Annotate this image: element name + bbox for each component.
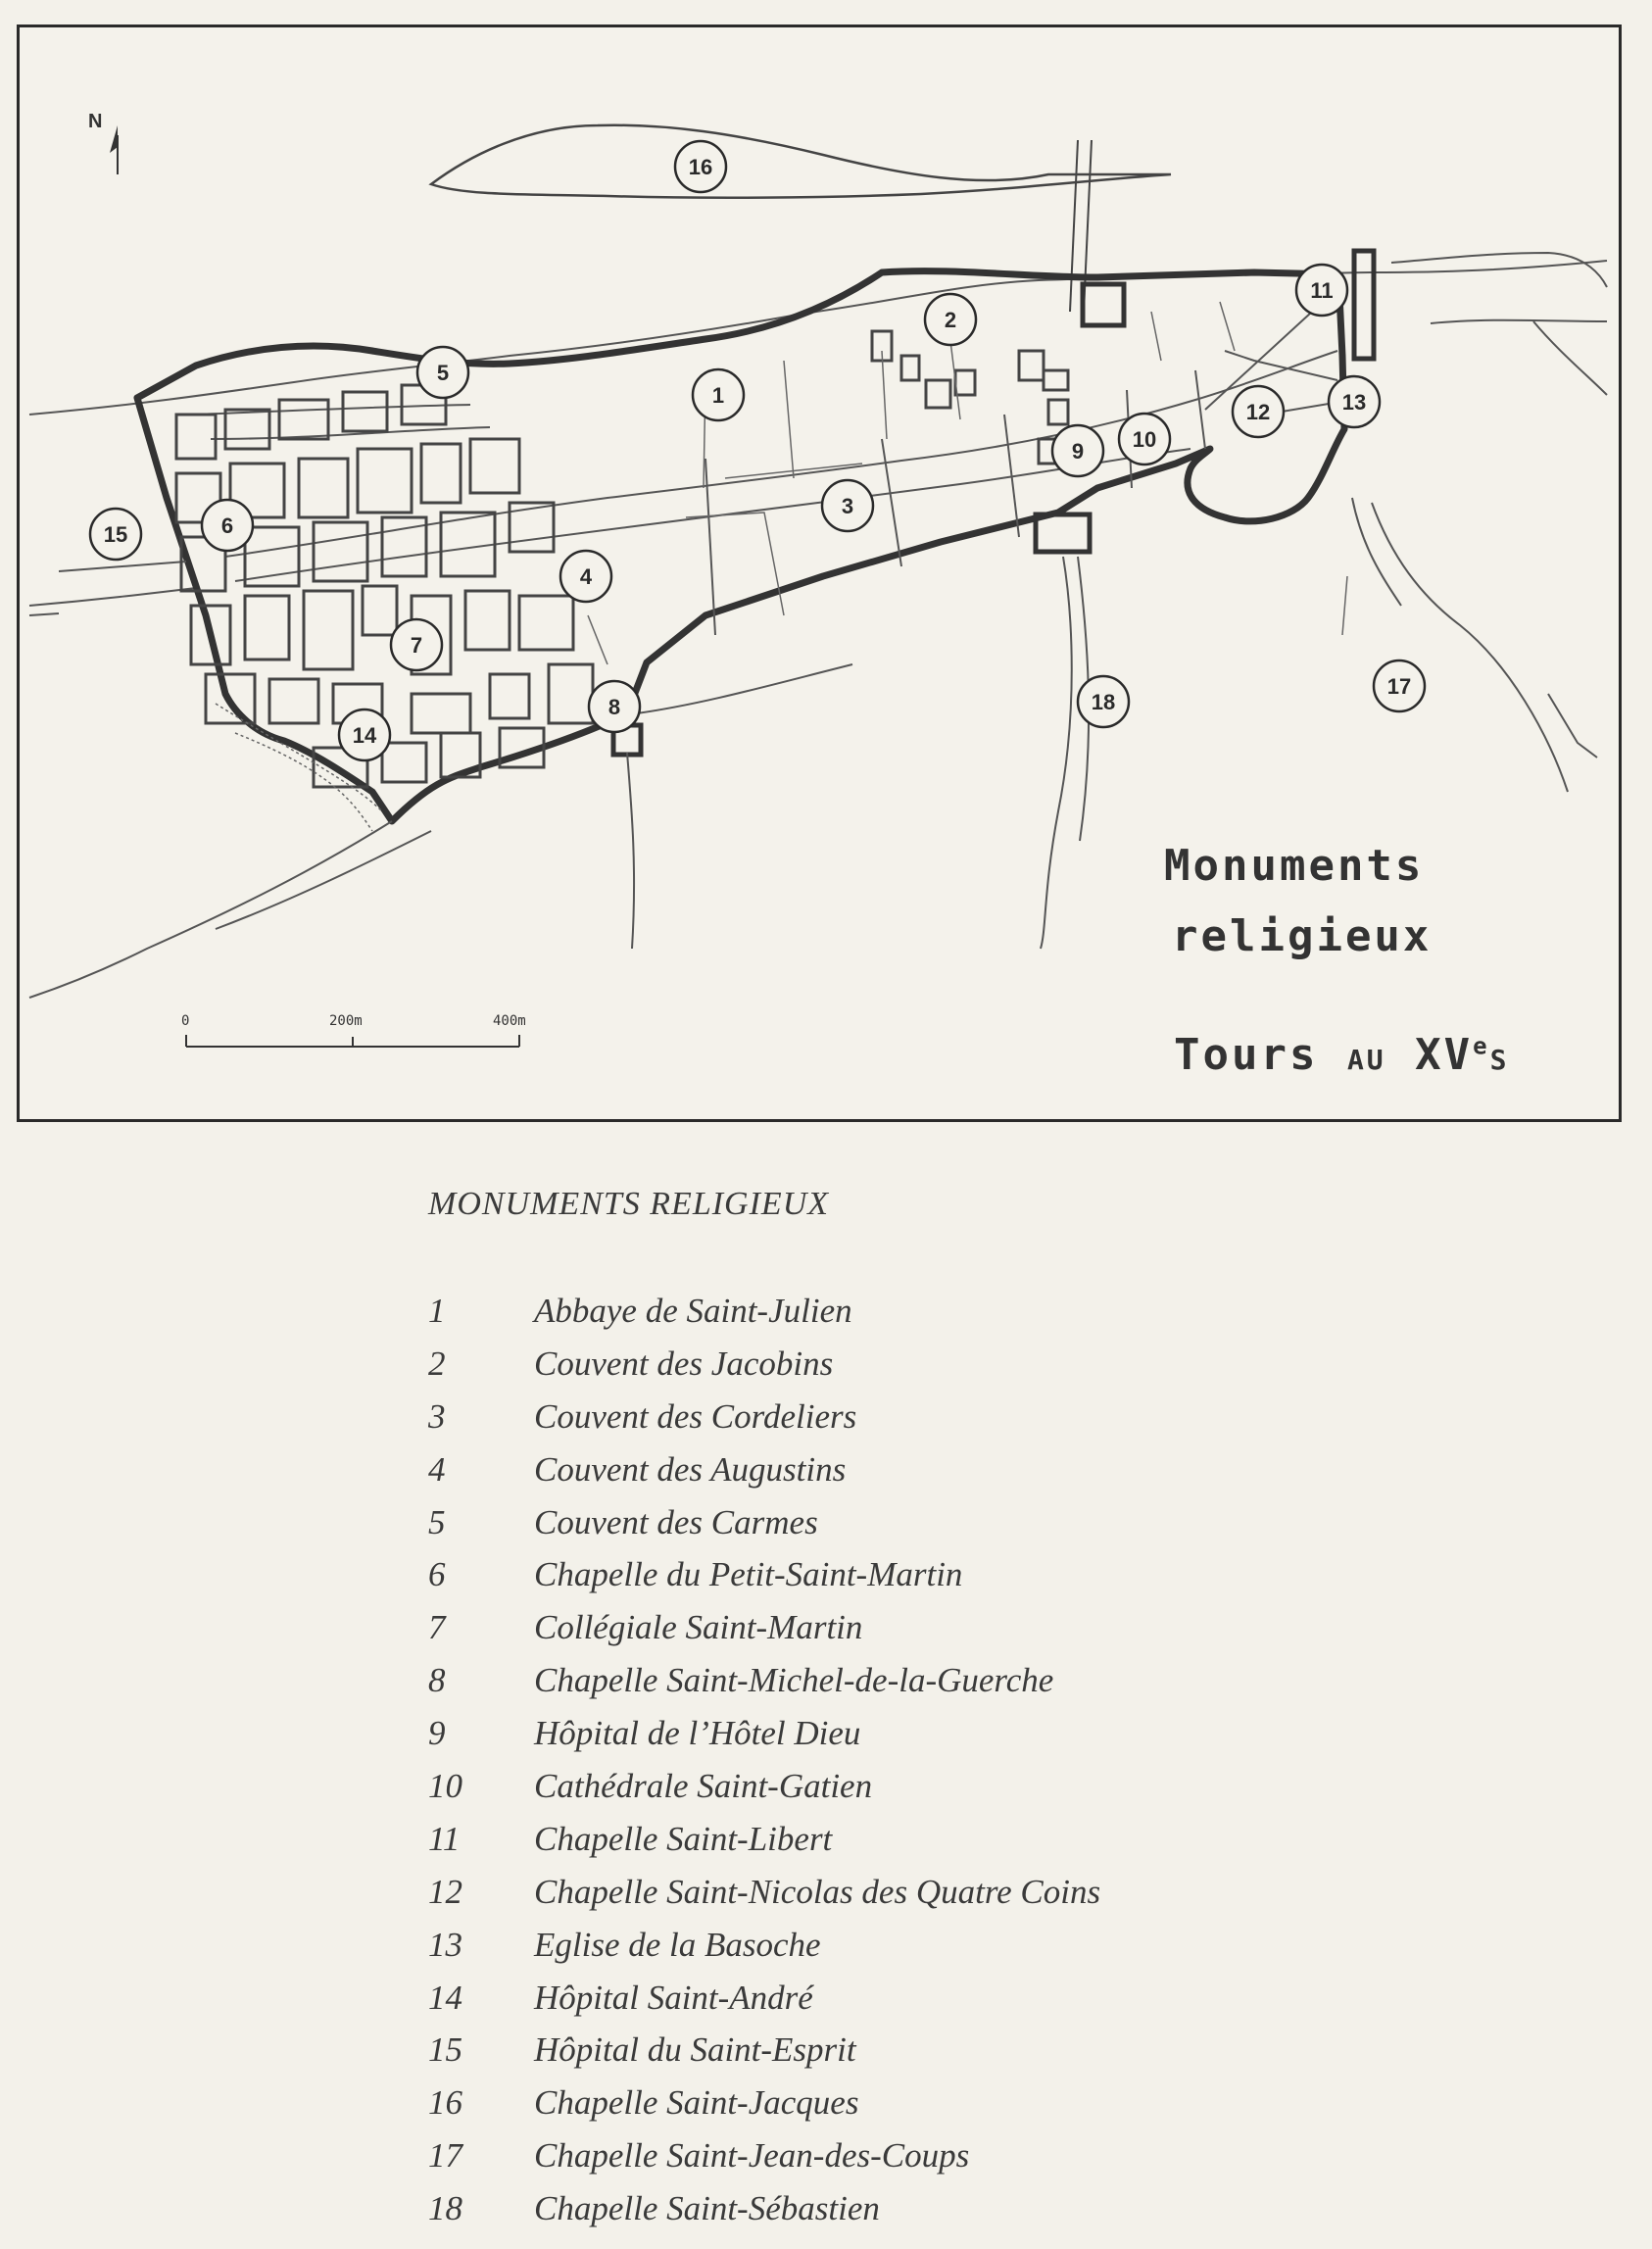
- legend-item-number: 11: [428, 1819, 461, 1858]
- legend-title: MONUMENTS RELIGIEUX: [428, 1186, 830, 1222]
- legend-item-number: 1: [428, 1292, 446, 1330]
- legend-item-name: Couvent des Cordeliers: [534, 1396, 857, 1436]
- map-marker-label: 7: [410, 633, 423, 658]
- scale-mid-label: 200m: [329, 1013, 363, 1029]
- map-marker-label: 8: [607, 695, 621, 719]
- legend-item-name: Chapelle Saint-Jacques: [534, 2083, 859, 2123]
- map-marker: [589, 681, 640, 732]
- legend-item-number: 3: [428, 1396, 446, 1436]
- legend-item: [428, 1820, 1100, 1873]
- legend-item-number: 18: [428, 2189, 462, 2228]
- legend-item-number: 7: [428, 1608, 446, 1647]
- legend-item-name: Couvent des Jacobins: [534, 1344, 834, 1383]
- legend-item-number: 12: [428, 1872, 462, 1911]
- map-marker-label: 4: [579, 564, 593, 589]
- map-marker: [202, 500, 253, 551]
- map-frame: [17, 24, 1622, 1122]
- map-marker-label: 17: [1386, 674, 1412, 699]
- legend-item: [428, 1714, 1100, 1767]
- map-marker: [1052, 425, 1103, 476]
- subtitle-small: AU: [1346, 1044, 1386, 1076]
- legend-item-number: 5: [428, 1502, 446, 1541]
- map-marker: [1329, 376, 1380, 427]
- legend-item: [428, 1979, 1100, 2031]
- map-marker-label: 14: [352, 723, 377, 748]
- map-marker-label: 3: [841, 494, 854, 518]
- map-marker-label: 9: [1071, 439, 1085, 464]
- map-marker: [925, 294, 976, 345]
- legend-item-number: 15: [428, 2030, 462, 2070]
- legend-item: [428, 1397, 1100, 1450]
- legend-item-number: 17: [428, 2136, 462, 2176]
- legend-item-number: 14: [428, 1978, 462, 2017]
- legend-item: [428, 1926, 1100, 1979]
- map-marker: [339, 709, 390, 760]
- legend-item-name: Hôpital du Saint-Esprit: [534, 2030, 856, 2070]
- legend-item-name: Chapelle Saint-Michel-de-la-Guerche: [534, 1661, 1054, 1700]
- legend-item: [428, 1503, 1100, 1556]
- legend-item: [428, 1292, 1100, 1345]
- legend-item-number: 9: [428, 1714, 446, 1753]
- map-marker: [1078, 676, 1129, 727]
- legend-item-name: Abbaye de Saint-Julien: [534, 1292, 852, 1330]
- legend-item-name: Chapelle du Petit-Saint-Martin: [534, 1555, 963, 1594]
- map-marker: [1296, 265, 1347, 316]
- legend-item: [428, 1608, 1100, 1661]
- legend-item-name: Collégiale Saint-Martin: [534, 1608, 863, 1647]
- legend-item-name: Hôpital Saint-André: [534, 1978, 813, 2017]
- marker-group: [90, 141, 1425, 760]
- map-title-line2: religieux: [1172, 911, 1433, 961]
- legend-item-name: Chapelle Saint-Sébastien: [534, 2189, 880, 2228]
- city-wall: [137, 271, 1344, 821]
- legend-item: [428, 2189, 1100, 2242]
- legend-item-name: Hôpital de l’Hôtel Dieu: [534, 1714, 861, 1753]
- north-label: N: [88, 111, 103, 132]
- map-marker: [1233, 386, 1284, 437]
- legend-item-number: 4: [428, 1449, 446, 1489]
- legend-item-number: 16: [428, 2083, 462, 2123]
- map-marker-label: 15: [103, 522, 128, 547]
- legend-item-name: Couvent des Augustins: [534, 1449, 847, 1489]
- map-title-line1: Monuments: [1164, 841, 1425, 891]
- legend-item: [428, 2083, 1100, 2136]
- map-marker-label: 11: [1310, 278, 1334, 303]
- map-marker: [1119, 414, 1170, 464]
- map-marker: [90, 509, 141, 560]
- map-marker: [417, 347, 468, 398]
- map-marker: [391, 619, 442, 670]
- subtitle-main: Tours: [1174, 1030, 1319, 1080]
- map-marker-label: 6: [220, 513, 234, 538]
- legend-item: [428, 1345, 1100, 1397]
- legend-item: [428, 2136, 1100, 2189]
- scale-end-label: 400m: [493, 1013, 526, 1029]
- legend-item: [428, 1873, 1100, 1926]
- map-marker: [822, 480, 873, 531]
- legend-item-number: 10: [428, 1767, 462, 1806]
- subtitle-s: S: [1489, 1044, 1510, 1076]
- map-marker-label: 10: [1132, 427, 1157, 452]
- map-marker-label: 5: [436, 361, 450, 385]
- map-marker-label: 18: [1091, 690, 1116, 714]
- map-marker-label: 12: [1245, 400, 1271, 424]
- scale-zero-label: 0: [181, 1013, 190, 1029]
- subtitle-century: XV: [1415, 1030, 1474, 1080]
- legend-item-name: Chapelle Saint-Jean-des-Coups: [534, 2136, 970, 2176]
- north-arrow-icon: [110, 125, 118, 174]
- map-marker-label: 1: [711, 383, 725, 408]
- map-marker: [675, 141, 726, 192]
- map-marker-label: 2: [944, 308, 957, 332]
- island-16: [431, 125, 1171, 198]
- subtitle-sup: e: [1473, 1032, 1490, 1060]
- map-marker: [693, 369, 744, 420]
- legend-item-number: 8: [428, 1661, 446, 1700]
- legend-item-number: 2: [428, 1344, 446, 1383]
- scale-bar: [186, 1035, 519, 1047]
- map-marker: [1374, 660, 1425, 711]
- legend-item: [428, 1661, 1100, 1714]
- legend-item-number: 13: [428, 1925, 462, 1964]
- legend-item-name: Chapelle Saint-Nicolas des Quatre Coins: [534, 1872, 1101, 1911]
- map-marker: [560, 551, 611, 602]
- legend-item-name: Couvent des Carmes: [534, 1502, 818, 1541]
- legend-item: [428, 1767, 1100, 1820]
- legend-item-name: Chapelle Saint-Libert: [534, 1819, 833, 1858]
- legend-item: [428, 1450, 1100, 1503]
- map-marker-label: 16: [688, 155, 713, 179]
- map-marker-label: 13: [1341, 390, 1367, 415]
- legend-item-name: Eglise de la Basoche: [534, 1925, 821, 1964]
- legend-list: [428, 1292, 1100, 2242]
- legend-item-name: Cathédrale Saint-Gatien: [534, 1767, 873, 1806]
- legend-item-number: 6: [428, 1555, 446, 1594]
- legend-item: [428, 1555, 1100, 1608]
- map-subtitle: [1174, 1030, 1509, 1080]
- legend-item: [428, 2030, 1100, 2083]
